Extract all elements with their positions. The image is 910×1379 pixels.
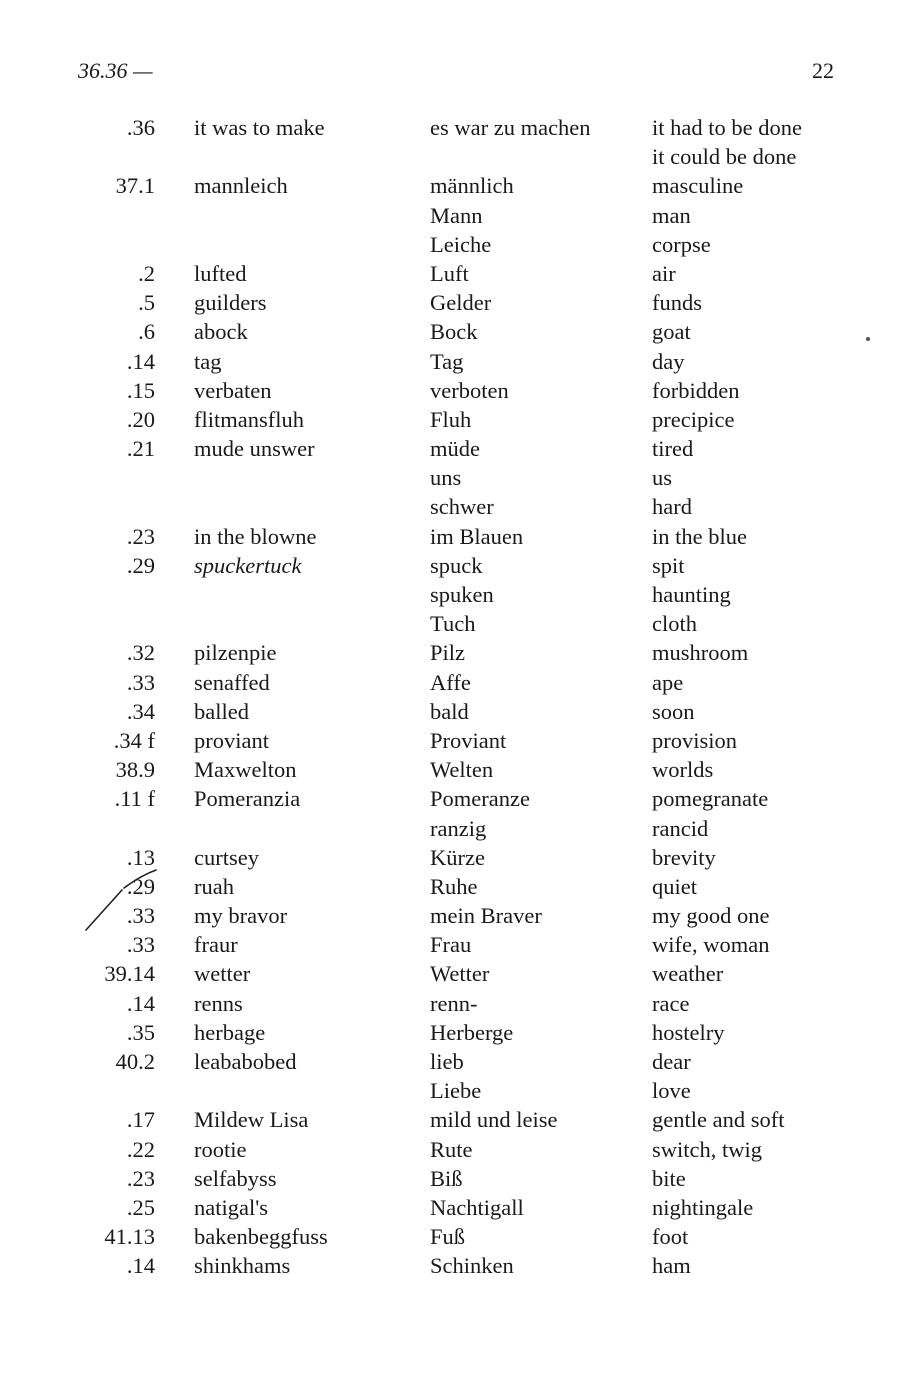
- wake-word: bakenbeggfuss: [194, 1224, 328, 1250]
- english-gloss: haunting: [652, 582, 731, 607]
- english-gloss: dear: [652, 1049, 691, 1074]
- wake-word: selfabyss: [194, 1165, 277, 1191]
- line-reference: .17: [126, 1107, 155, 1133]
- wake-word: ruah: [194, 873, 234, 899]
- running-head: 36.36 —: [78, 58, 153, 83]
- wake-word: lufted: [194, 260, 247, 286]
- wake-word: proviant: [194, 727, 269, 753]
- english-gloss: man: [652, 202, 691, 228]
- wake-word: verbaten: [194, 377, 272, 403]
- german-word: Affe: [430, 669, 471, 695]
- glossary-row: [0, 376, 910, 405]
- english-gloss: soon: [652, 698, 695, 724]
- wake-word: curtsey: [194, 844, 259, 870]
- english-gloss: quiet: [652, 873, 697, 899]
- english-gloss: funds: [652, 290, 702, 316]
- glossary-row: [0, 755, 910, 784]
- english-gloss: mushroom: [652, 640, 749, 666]
- line-reference: .29: [126, 873, 155, 899]
- german-word: verboten: [430, 377, 509, 403]
- english-gloss: rancid: [652, 815, 709, 841]
- line-reference: .13: [126, 844, 155, 870]
- german-word: spuck: [430, 552, 483, 578]
- glossary-row: [0, 1251, 910, 1280]
- english-gloss: in the blue: [652, 523, 747, 549]
- line-reference: .34 f: [113, 727, 155, 753]
- german-word: lieb: [430, 1049, 464, 1074]
- wake-word: in the blowne: [194, 523, 317, 549]
- wake-word: it was to make: [194, 115, 325, 140]
- line-reference: .14: [126, 1253, 155, 1279]
- line-reference: .5: [138, 290, 155, 316]
- handwritten-check-mark-icon: [82, 868, 162, 936]
- german-word: Pilz: [430, 640, 466, 666]
- glossary-row: [0, 230, 910, 259]
- english-gloss: forbidden: [652, 377, 740, 403]
- english-gloss: bite: [652, 1165, 686, 1191]
- german-word: Nachtigall: [430, 1194, 524, 1220]
- wake-word: spuckertuck: [194, 552, 302, 578]
- german-word: mein Braver: [430, 903, 542, 929]
- glossary-row: [0, 784, 910, 813]
- stray-dot: [866, 337, 870, 341]
- german-word: bald: [430, 698, 469, 724]
- german-word: Tuch: [430, 611, 476, 637]
- german-word: Liebe: [430, 1078, 482, 1104]
- glossary-row: [0, 142, 910, 171]
- line-reference: .33: [126, 903, 155, 929]
- glossary-row: [0, 1135, 910, 1164]
- english-gloss: worlds: [652, 757, 714, 783]
- english-gloss: us: [652, 465, 673, 491]
- english-gloss: goat: [652, 319, 691, 345]
- german-word: Pomeranze: [430, 786, 530, 812]
- glossary-row: [0, 1105, 910, 1134]
- line-reference: 40.2: [115, 1049, 155, 1074]
- english-gloss: precipice: [652, 406, 735, 432]
- german-word: männlich: [430, 173, 514, 199]
- english-gloss: provision: [652, 727, 738, 753]
- line-reference: .21: [126, 436, 155, 462]
- line-reference: .23: [126, 1165, 155, 1191]
- german-word: Ruhe: [430, 873, 478, 899]
- german-word: müde: [430, 436, 480, 462]
- line-reference: .23: [126, 523, 155, 549]
- german-word: Leiche: [430, 231, 492, 257]
- german-word: im Blauen: [430, 523, 524, 549]
- wake-word: natigal's: [194, 1194, 269, 1220]
- german-word: Luft: [430, 260, 469, 286]
- english-gloss: ham: [652, 1253, 691, 1279]
- wake-word: shinkhams: [194, 1253, 291, 1279]
- line-reference: .34: [126, 698, 155, 724]
- glossary-table: [0, 113, 910, 1281]
- german-word: Gelder: [430, 290, 492, 316]
- glossary-row: [0, 609, 910, 638]
- english-gloss: switch, twig: [652, 1136, 762, 1162]
- wake-word: fraur: [194, 932, 238, 958]
- german-word: Welten: [430, 757, 494, 783]
- english-gloss: nightingale: [652, 1194, 754, 1220]
- wake-word: mude unswer: [194, 436, 315, 462]
- german-word: Herberge: [430, 1019, 514, 1045]
- glossary-row: [0, 697, 910, 726]
- english-gloss: it could be done: [652, 144, 797, 170]
- glossary-row: [0, 1193, 910, 1222]
- glossary-row: [0, 959, 910, 988]
- line-reference: .25: [126, 1194, 155, 1220]
- glossary-row: [0, 580, 910, 609]
- glossary-row: [0, 201, 910, 230]
- wake-word: senaffed: [194, 669, 270, 695]
- german-word: schwer: [430, 494, 494, 520]
- wake-word: balled: [194, 698, 249, 724]
- english-gloss: weather: [652, 961, 724, 987]
- german-word: Biß: [430, 1165, 463, 1191]
- german-word: Proviant: [430, 727, 507, 753]
- wake-word: Mildew Lisa: [194, 1107, 309, 1133]
- glossary-row: [0, 726, 910, 755]
- german-word: spuken: [430, 582, 494, 607]
- english-gloss: brevity: [652, 844, 716, 870]
- glossary-row: [0, 171, 910, 200]
- line-reference: .15: [126, 377, 155, 403]
- german-word: Mann: [430, 202, 483, 228]
- german-word: Wetter: [430, 961, 490, 987]
- wake-word: wetter: [194, 961, 251, 987]
- english-gloss: hard: [652, 494, 692, 520]
- glossary-row: [0, 814, 910, 843]
- line-reference: .6: [138, 319, 155, 345]
- line-reference: .33: [126, 669, 155, 695]
- glossary-row: [0, 463, 910, 492]
- glossary-row: [0, 638, 910, 667]
- glossary-row: [0, 405, 910, 434]
- line-reference: 39.14: [104, 961, 155, 987]
- wake-word: renns: [194, 990, 243, 1016]
- german-word: mild und leise: [430, 1107, 558, 1133]
- page-number: 22: [812, 58, 834, 83]
- glossary-row: [0, 1047, 910, 1076]
- english-gloss: pomegranate: [652, 786, 769, 812]
- line-reference: .14: [126, 348, 155, 374]
- line-reference: .20: [126, 406, 155, 432]
- line-reference: .29: [126, 552, 155, 578]
- wake-word: tag: [194, 348, 222, 374]
- line-reference: .36: [126, 115, 155, 140]
- english-gloss: hostelry: [652, 1019, 725, 1045]
- german-word: Bock: [430, 319, 478, 345]
- english-gloss: race: [652, 990, 690, 1016]
- german-word: Frau: [430, 932, 472, 958]
- glossary-row: [0, 551, 910, 580]
- german-word: Tag: [430, 348, 464, 374]
- german-word: Fuß: [430, 1224, 466, 1250]
- english-gloss: spit: [652, 552, 685, 578]
- german-word: ranzig: [430, 815, 487, 841]
- english-gloss: cloth: [652, 611, 697, 637]
- english-gloss: corpse: [652, 231, 711, 257]
- glossary-row: [0, 317, 910, 346]
- glossary-row: [0, 113, 910, 142]
- german-word: uns: [430, 465, 462, 491]
- line-reference: .32: [126, 640, 155, 666]
- glossary-row: [0, 259, 910, 288]
- english-gloss: my good one: [652, 903, 770, 929]
- english-gloss: tired: [652, 436, 694, 462]
- english-gloss: air: [652, 260, 676, 286]
- line-reference: .22: [126, 1136, 155, 1162]
- line-reference: 38.9: [115, 757, 155, 783]
- english-gloss: wife, woman: [652, 932, 770, 958]
- german-word: Fluh: [430, 406, 472, 432]
- english-gloss: ape: [652, 669, 684, 695]
- line-reference: .2: [138, 260, 155, 286]
- glossary-row: [0, 434, 910, 463]
- english-gloss: masculine: [652, 173, 744, 199]
- glossary-row: [0, 492, 910, 521]
- glossary-row: [0, 668, 910, 697]
- wake-word: flitmansfluh: [194, 406, 304, 432]
- glossary-row: [0, 347, 910, 376]
- line-reference: .11 f: [114, 786, 155, 812]
- wake-word: guilders: [194, 290, 267, 316]
- line-reference: .14: [126, 990, 155, 1016]
- line-reference: .35: [126, 1019, 155, 1045]
- wake-word: pilzenpie: [194, 640, 277, 666]
- line-reference: 37.1: [115, 173, 155, 199]
- glossary-row: [0, 1076, 910, 1105]
- glossary-row: [0, 288, 910, 317]
- english-gloss: love: [652, 1078, 691, 1104]
- wake-word: Maxwelton: [194, 757, 297, 783]
- english-gloss: foot: [652, 1224, 689, 1250]
- line-reference: 41.13: [104, 1224, 155, 1250]
- wake-word: leababobed: [194, 1049, 297, 1074]
- glossary-row: [0, 1222, 910, 1251]
- wake-word: mannleich: [194, 173, 288, 199]
- german-word: Rute: [430, 1136, 473, 1162]
- wake-word: my bravor: [194, 903, 288, 929]
- german-word: Kürze: [430, 844, 485, 870]
- english-gloss: gentle and soft: [652, 1107, 785, 1133]
- german-word: es war zu machen: [430, 115, 591, 140]
- glossary-row: [0, 522, 910, 551]
- german-word: renn-: [430, 990, 478, 1016]
- german-word: Schinken: [430, 1253, 514, 1279]
- glossary-row: [0, 1164, 910, 1193]
- wake-word: rootie: [194, 1136, 247, 1162]
- english-gloss: it had to be done: [652, 115, 802, 140]
- wake-word: herbage: [194, 1019, 266, 1045]
- wake-word: abock: [194, 319, 248, 345]
- english-gloss: day: [652, 348, 685, 374]
- glossary-row: [0, 1018, 910, 1047]
- wake-word: Pomeranzia: [194, 786, 301, 812]
- line-reference: .33: [126, 932, 155, 958]
- glossary-row: [0, 989, 910, 1018]
